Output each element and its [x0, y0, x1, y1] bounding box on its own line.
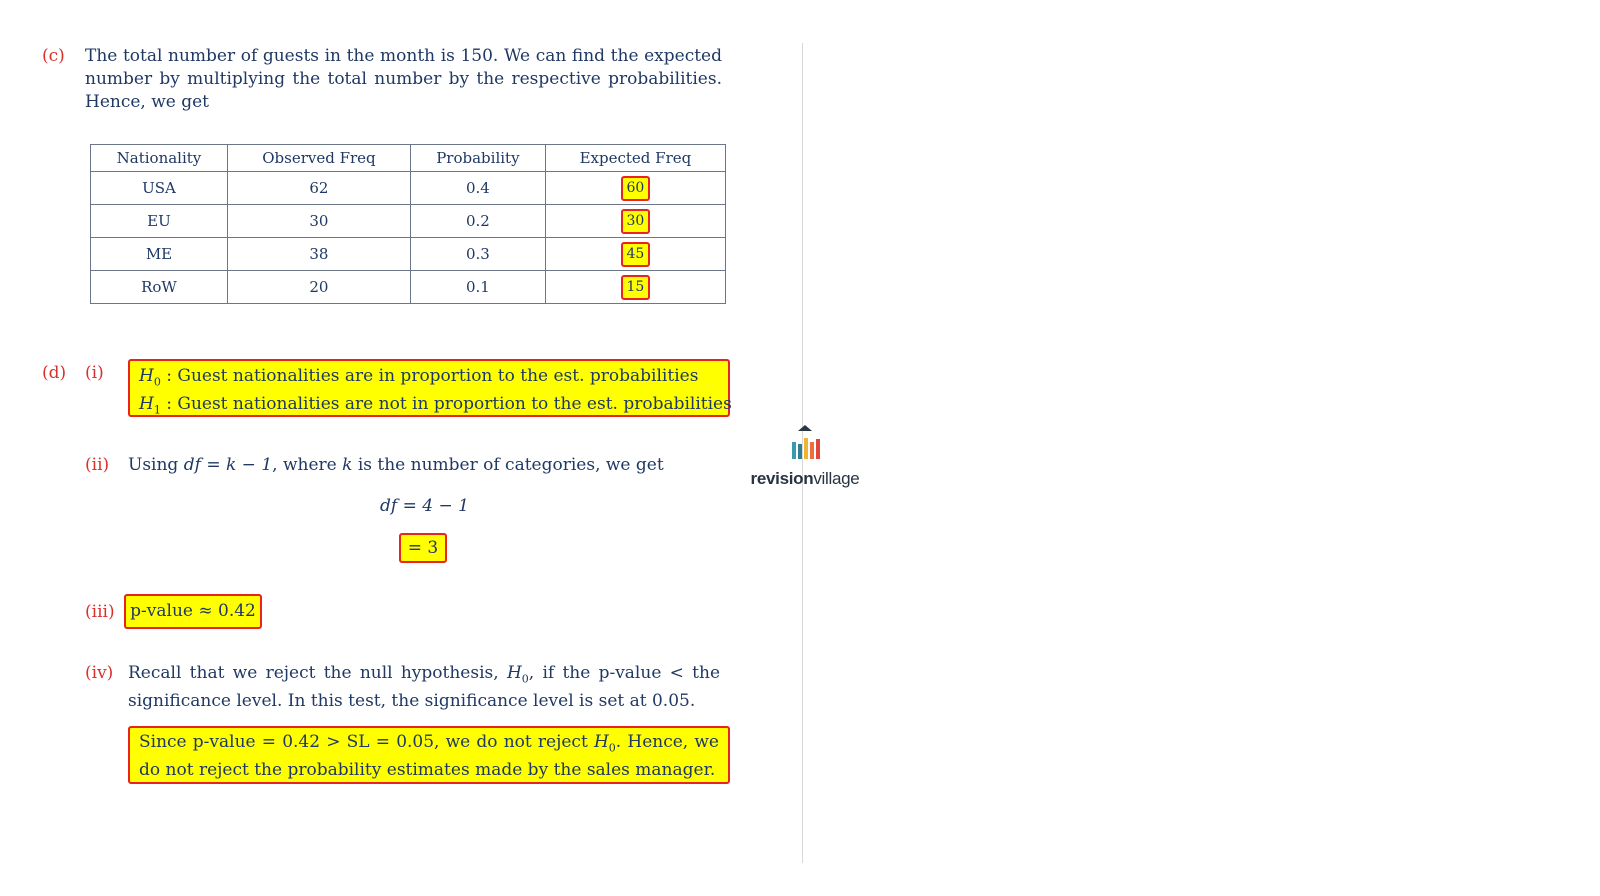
- frequency-table: [90, 144, 726, 304]
- h1-text: : Guest nationalities are not in proportion to the est. probabilities: [166, 394, 732, 415]
- df-answer: = 3: [399, 533, 447, 563]
- column-header: Nationality: [91, 145, 228, 172]
- part-d-label: (d): [42, 363, 67, 383]
- df-intro-text: , where: [272, 455, 337, 475]
- part-d-iii-label: (iii): [85, 602, 115, 622]
- h0-symbol: H: [139, 366, 154, 386]
- part-c-label: (c): [42, 46, 65, 66]
- df-intro: [128, 454, 664, 477]
- table-row: [91, 172, 726, 205]
- table-cell: [545, 172, 725, 205]
- table-cell: EU: [91, 205, 228, 238]
- expected-value-highlight: 15: [621, 275, 651, 300]
- part-d-i-label: (i): [85, 363, 104, 383]
- table-cell: RoW: [91, 271, 228, 304]
- conclusion-text: . Hence, we do not reject the probability estimates made by the sales manager.: [139, 732, 719, 781]
- table-cell: [545, 271, 725, 304]
- h1-symbol: H: [139, 394, 154, 415]
- part-c-text: The total number of guests in the month is 150. We can find the expected number by multiplying the total number by the respective probabilities. Hence, we get: [85, 46, 722, 112]
- h0-text: : Guest nationalities are in proportion to the est. probabilities: [166, 366, 699, 386]
- table-cell: ME: [91, 238, 228, 271]
- recall-text: Recall that we reject the null hypothesis,: [128, 663, 499, 683]
- table-cell: 0.3: [410, 238, 545, 271]
- h0-subscript: 0: [153, 375, 161, 389]
- df-intro-text: is the number of categories, we get: [357, 455, 664, 475]
- logo-text: [744, 469, 866, 489]
- column-header: Expected Freq: [545, 145, 725, 172]
- column-header: Observed Freq: [227, 145, 410, 172]
- h0-symbol: H: [506, 663, 522, 683]
- table-row: [91, 271, 726, 304]
- df-formula: df = k − 1: [183, 455, 273, 475]
- revisionvillage-logo: [744, 425, 866, 489]
- hypotheses-box: [128, 359, 730, 417]
- p-value-answer: p-value ≈ 0.42: [124, 594, 262, 629]
- significance-recall: [128, 662, 720, 713]
- k-symbol: k: [342, 455, 353, 475]
- conclusion-box: [128, 726, 730, 784]
- h0-symbol: H: [593, 732, 609, 752]
- table-cell: 38: [227, 238, 410, 271]
- null-hypothesis: [139, 365, 728, 393]
- table-row: [91, 238, 726, 271]
- df-intro-text: Using: [128, 455, 179, 475]
- h0-subscript: 0: [608, 741, 616, 755]
- recall-text: , if the p-value < the significance level. In this test, the significance level is set at 0.05.: [128, 663, 721, 712]
- expected-value-highlight: 45: [621, 242, 651, 267]
- table-cell: 30: [227, 205, 410, 238]
- logo-text-bold: revision: [750, 469, 814, 488]
- h1-subscript: 1: [153, 403, 161, 417]
- logo-text-regular: village: [813, 469, 860, 488]
- alternative-hypothesis: [139, 393, 732, 421]
- column-header: Probability: [410, 145, 545, 172]
- table-cell: 62: [227, 172, 410, 205]
- conclusion-text: Since p-value = 0.42 > SL = 0.05, we do not reject: [139, 732, 588, 752]
- table-cell: 20: [227, 271, 410, 304]
- table-cell: 0.2: [410, 205, 545, 238]
- table-cell: 0.1: [410, 271, 545, 304]
- table-row: [91, 205, 726, 238]
- part-d-ii-label: (ii): [85, 455, 110, 475]
- table-cell: [545, 238, 725, 271]
- village-icon: [788, 425, 822, 465]
- table-cell: USA: [91, 172, 228, 205]
- h0-subscript: 0: [521, 672, 529, 686]
- df-equation: df = 4 − 1: [380, 496, 469, 516]
- expected-value-highlight: 60: [621, 176, 651, 201]
- expected-value-highlight: 30: [621, 209, 651, 234]
- table-cell: [545, 205, 725, 238]
- table-cell: 0.4: [410, 172, 545, 205]
- part-d-iv-label: (iv): [85, 663, 114, 683]
- table-header-row: [91, 145, 726, 172]
